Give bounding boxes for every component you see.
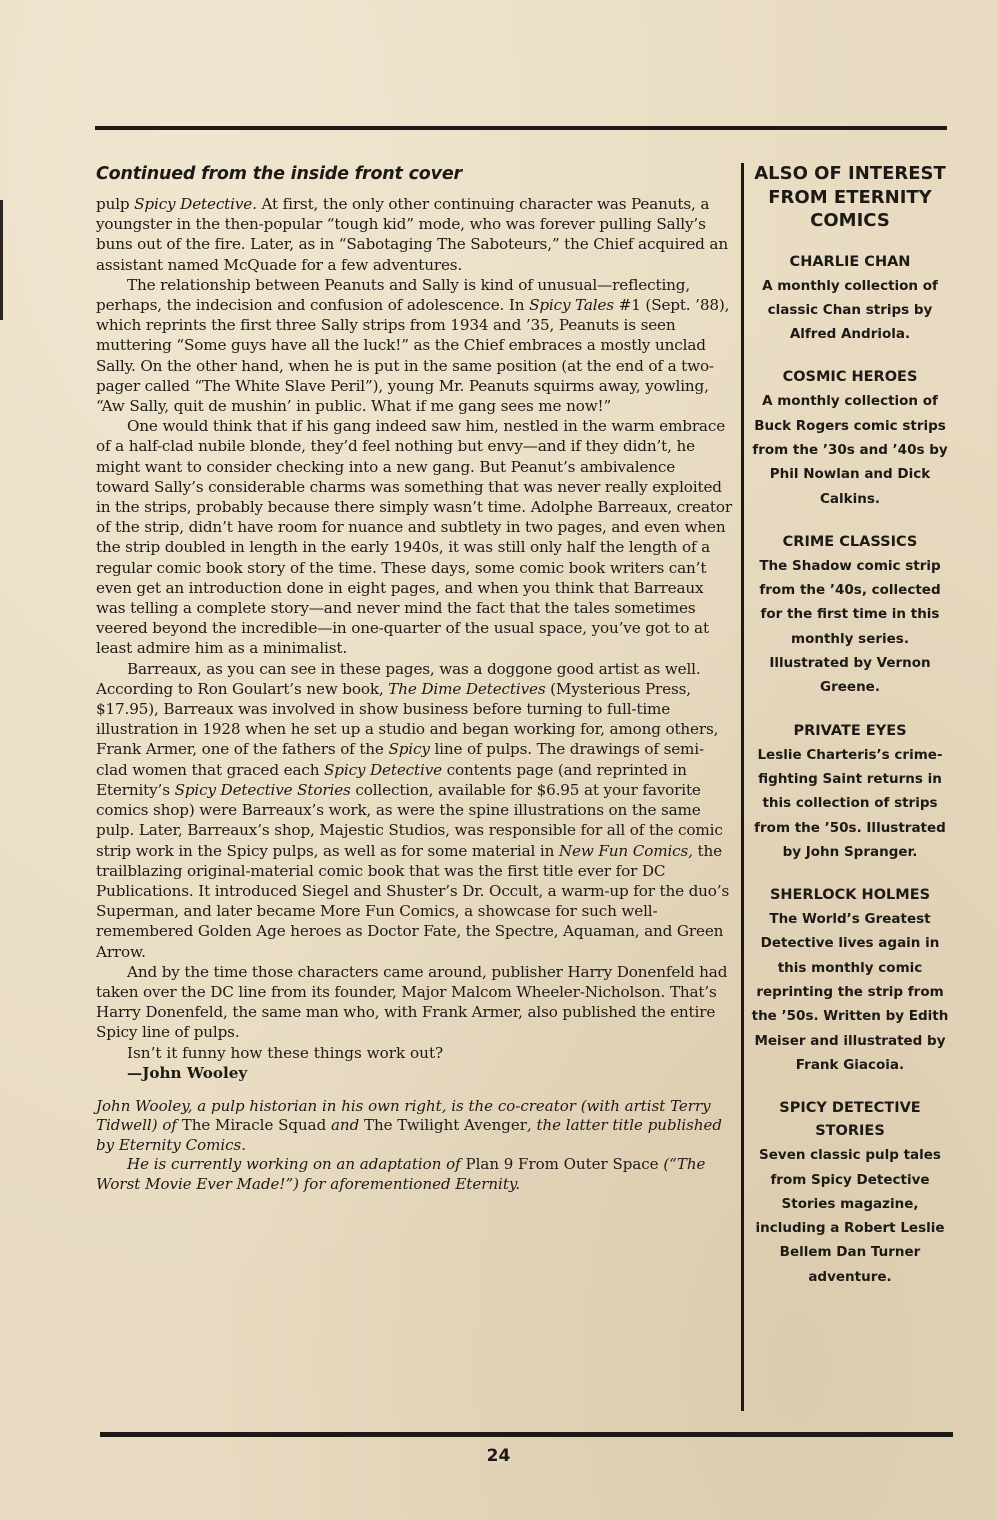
sidebar-entry: [750, 720, 950, 864]
sidebar-entry: [750, 366, 950, 510]
upright-title: The Miracle Squad: [181, 1116, 327, 1135]
text-run: (Mysterious Press, $17.95), Barreaux was involved in show business before turning to full-time illustration in 1928 when he set up a studio and began working for, among others, Frank Armer, one of the fathers of the: [96, 679, 719, 759]
sidebar-entry: [750, 884, 950, 1077]
article-paragraph-3: [96, 416, 732, 658]
text-run: the trailblazing original-material comic book that was the first title ever for DC Publications. It introduced Siegel and Shuster’s Dr. Occult, a warm-up for the duo’s Superman, and later became More Fun Comics, a showcase for such well-remembered Golden Age heroes as Doctor Fate, the Spectre, Aquaman, and Green Arrow.: [96, 841, 730, 961]
sidebar-also-of-interest: [750, 162, 950, 1309]
text-run: One would think that if his gang indeed saw him, nestled in the warm embrace of a half-clad nubile blonde, they’d feel nothing but envy—and if they didn’t, he might want to consider checking into a new gang. But Peanut’s ambivalence toward Sally’s considerable charms was something that was never really exploited in the strips, probably because there simply wasn’t time. Adolphe Barreaux, creator of the strip, didn’t have room for nuance and subtlety in two pages, and even when the strip doubled in length in the early 1940s, it was still only half the length of a regular comic book story of the time. These days, some comic book writers can’t even get an introduction done in eight pages, and when you think that Barreaux was telling a complete story—and never mind the fact that the tales sometimes veered beyond the incredible—in one-quarter of the usual space, you’ve got to at least admire him as a minimalist.: [96, 417, 732, 658]
italic-title: Spicy Detective Stories: [174, 780, 351, 799]
text-run: John Wooley, a pulp historian in his own right, is the co-creator (with artist Terry Tidwell) of: [96, 1096, 711, 1135]
article-paragraph-4: [96, 659, 732, 962]
closing-line: Isn’t it funny how these things work out?: [127, 1043, 444, 1062]
italic-title: Spicy: [388, 740, 430, 759]
text-run: #1 (Sept. ’88), which reprints the first three Sally strips from 1934 and ’35, Peanuts is seen muttering “Some guys have all the luck!” as the Chief embraces a mostly unclad Sally. On the other hand, when he is put in the same position (at the end of a two-pager called “The White Slave Peril”), young Mr. Peanuts squirms away, yowling, “Aw Sally, quit de mushin’ in public. What if me gang sees me now!”: [96, 296, 730, 416]
italic-title: Spicy Detective: [134, 195, 253, 213]
text-run: . At first, the only other continuing character was Peanuts, a youngster in the then-popular “tough kid” mode, who was forever pulling Sally’s buns out of the fire. Later, as in “Sabotaging The Saboteurs,” the Chief acquired an assistant named McQuade for a few adventures.: [96, 195, 728, 274]
italic-title: Spicy Tales: [529, 296, 614, 315]
page-number: 24: [486, 1446, 511, 1466]
author-bio: [96, 1097, 732, 1195]
text-run: pulp: [96, 195, 135, 213]
entry-title: COSMIC HEROES: [782, 369, 918, 386]
top-rule: [95, 126, 947, 130]
entry-description: A monthly collection of Buck Rogers comic strips from the ’30s and ’40s by Phil Nowlan and Dick Calkins.: [752, 393, 948, 507]
text-run: He is currently working on an adaptation of: [127, 1155, 466, 1174]
text-run: The relationship between Peanuts and Sally is kind of unusual—reflecting, perhaps, the indecision and confusion of adolescence. In: [96, 275, 691, 315]
article-paragraph-5: [96, 962, 732, 1043]
page-edge-mark: [0, 200, 3, 320]
column-divider: [741, 163, 744, 1411]
text-run: line of pulps. The drawings of semi-clad women that graced each: [96, 740, 704, 779]
text-run: And by the time those characters came around, publisher Harry Donenfeld had taken over the DC line from its founder, Major Malcom Wheeler-Nicholson. That’s Harry Donenfeld, the same man who, with Frank Armer, also published the entire Spicy line of pulps.: [96, 962, 728, 1042]
entry-title: SHERLOCK HOLMES: [769, 887, 931, 904]
italic-title: New Fun Comics,: [558, 841, 693, 860]
sidebar-title: ALSO OF INTEREST FROM ETERNITY COMICS: [754, 163, 946, 231]
sidebar-entry: [750, 251, 950, 347]
text-run: contents page (and reprinted in Eternity’s: [96, 760, 687, 799]
text-run: , the latter title published by Eternity Comics.: [96, 1116, 722, 1154]
italic-title: The Dime Detectives: [388, 679, 546, 698]
entry-description: A monthly collection of classic Chan strips by Alfred Andriola.: [762, 277, 938, 343]
article-column: [96, 164, 732, 1194]
article-paragraph-1: [96, 194, 732, 275]
sidebar-entry: [750, 1097, 950, 1289]
entry-description: Seven classic pulp tales from Spicy Detective Stories magazine, including a Robert Leslie Bellem Dan Turner adventure.: [755, 1147, 945, 1285]
bio-paragraph-2: [96, 1155, 732, 1194]
text-run: Barreaux, as you can see in these pages, was a doggone good artist as well. According to Ron Goulart’s new book,: [96, 659, 701, 698]
text-run: (“The Worst Movie Ever Made!”) for aforementioned Eternity.: [96, 1155, 706, 1193]
upright-title: The Twilight Avenger: [363, 1116, 527, 1135]
italic-title: Spicy Detective: [324, 760, 442, 779]
bio-paragraph-1: [96, 1097, 732, 1156]
entry-title: SPICY DETECTIVE STORIES: [779, 1100, 921, 1140]
entry-title: CRIME CLASSICS: [782, 533, 918, 550]
article-paragraph-2: [96, 275, 732, 416]
sidebar-entry: [750, 531, 950, 700]
continued-heading: Continued from the inside front cover: [96, 164, 462, 184]
bottom-rule: [100, 1432, 953, 1437]
upright-title: Plan 9 From Outer Space: [465, 1155, 659, 1174]
entry-title: CHARLIE CHAN: [789, 253, 911, 270]
entry-title: PRIVATE EYES: [793, 722, 907, 739]
entry-description: The World’s Greatest Detective lives again in this monthly comic reprinting the strip from the ’50s. Written by Edith Meiser and illustrated by Frank Giacoia.: [751, 911, 949, 1073]
entry-description: The Shadow comic strip from the ’40s, collected for the first time in this monthly series. Illustrated by Vernon Greene.: [759, 557, 941, 696]
entry-description: Leslie Charteris’s crime-fighting Saint returns in this collection of strips from the ’50s. Illustrated by John Spranger.: [754, 746, 946, 860]
text-run: collection, available for $6.95 at your favorite comics shop) were Barreaux’s work, as were the spine illustrations on the same pulp. Later, Barreaux’s shop, Majestic Studios, was responsible for all of the comic strip work in the Spicy pulps, as well as for some material in: [96, 780, 723, 860]
text-run: and: [326, 1116, 364, 1135]
author-signature: —John Wooley: [127, 1063, 248, 1082]
